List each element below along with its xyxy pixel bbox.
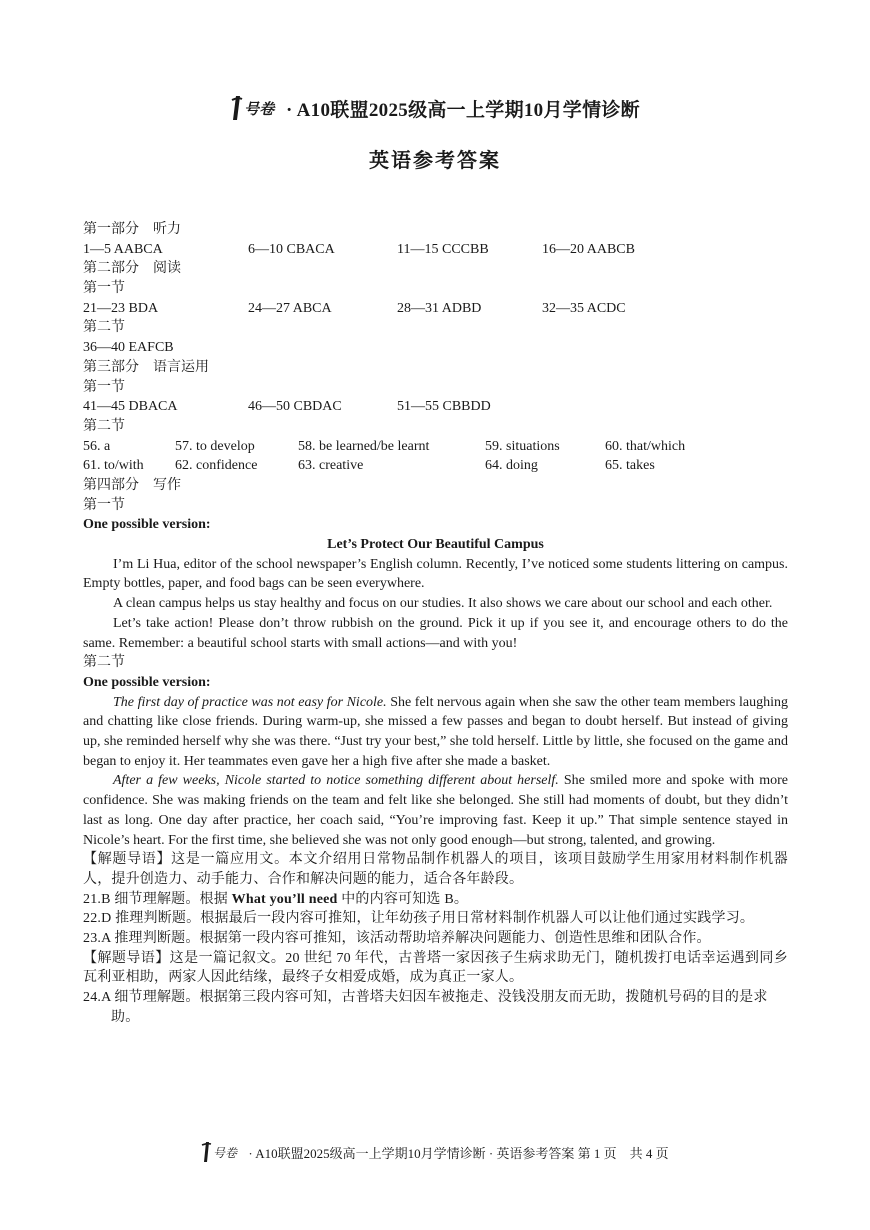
answer-item: 58. be learned/be learnt [298, 438, 430, 454]
answer-item: 56. a [83, 438, 111, 454]
answer-group: 32—35 ACDC [542, 300, 626, 316]
explanation-24: 24.A 细节理解题。根据第三段内容可知，古普塔夫妇因车被拖走、没钱没朋友而无助，拨随机号码的目的是求助。 [83, 990, 768, 1025]
part3-section2-row1 [83, 437, 788, 457]
explanation-22: 22.D 推理判断题。根据最后一段内容可推知，让年幼孩子用日常材料制作机器人可以让他们通过实践学习。 [83, 911, 755, 927]
part2-section2-label: 第二节 [83, 320, 125, 336]
answer-group: 6—10 CBACA [248, 241, 335, 257]
answer-group: 51—55 CBBDD [397, 399, 491, 415]
brand-logo-icon [201, 1141, 245, 1167]
part3-heading: 第三部分 语言运用 [83, 359, 209, 375]
passage-guide: 【解题导语】这是一篇应用文。本文介绍用日常物品制作机器人的项目，该项目鼓励学生用家用材料制作机器人，提升创造力、动手能力、合作和解决问题的能力，适合各年龄段。 [83, 852, 788, 887]
answer-item: 61. to/with [83, 458, 144, 474]
essay-title: Let’s Protect Our Beautiful Campus [327, 537, 544, 552]
story-lead-sentence: After a few weeks, Nicole started to notice something different about herself. [113, 773, 559, 789]
part4-section1-label: 第一节 [83, 497, 125, 513]
explanation-21 [83, 890, 788, 910]
svg-text:号卷: 号卷 [213, 1146, 238, 1160]
part3-section1-answers [83, 397, 788, 417]
answer-item: 60. that/which [605, 438, 686, 454]
explanation-text: 中的内容可知选 B。 [337, 891, 469, 907]
story-body: She felt nervous again when she saw the other team members laughing and chatting like close friends. During warm-up, she missed a few passes and began to doubt herself. But instead of giving up, she reminded herself why she was there. “Just try your best,” she told herself. Little by little, she focused on the game and began to enjoy it. Her teammates even gave her a high five after she made a basket. [83, 694, 788, 769]
answer-group: 11—15 CCCBB [397, 241, 489, 257]
explanation-text: 21.B 细节理解题。根据 [83, 891, 232, 907]
story-body: She smiled more and spoke with more confidence. She was making friends on the team and felt like she belonged. She still had moments of doubt, but they didn’t last as long. One day after practice, her coach said, “You’re improving fast. Keep it up.” That simple sentence stayed in Nicole’s heart. For the first time, she believed she was not only good enough—but strong, talented, and growing. [83, 773, 788, 848]
answer-key-subtitle: 英语参考答案 [369, 150, 501, 172]
part3-section2-row2 [83, 456, 788, 476]
svg-text:号卷: 号卷 [244, 100, 275, 118]
answer-group: 46—50 CBDAC [248, 399, 342, 415]
story-lead-sentence: The first day of practice was not easy for Nicole. [113, 694, 387, 710]
answer-group: 21—23 BDA [83, 300, 159, 316]
version-label: One possible version: [83, 674, 211, 690]
exam-title: · A10联盟2025级高一上学期10月学情诊断 [286, 100, 640, 121]
version-label: One possible version: [83, 517, 211, 533]
explanation-keyword: What you’ll need [231, 891, 338, 907]
answer-content [83, 220, 788, 1028]
part3-section2-label: 第二节 [83, 418, 125, 434]
page-title [0, 94, 870, 128]
brand-logo-icon [230, 94, 282, 128]
page-footer [0, 1141, 870, 1167]
answer-group: 16—20 AABCB [542, 241, 635, 257]
explanation-23: 23.A 推理判断题。根据第一段内容可推知，该活动帮助培养解决问题能力、创造性思维和团队合作。 [83, 931, 711, 947]
answer-item: 65. takes [605, 458, 655, 474]
essay-paragraph: I’m Li Hua, editor of the school newspaper’s English column. Recently, I’ve noticed some students littering on campus. Empty bottles, paper, and food bags can be seen everywhere. [83, 556, 788, 592]
part1-answers [83, 240, 788, 260]
answer-group: 1—5 AABCA [83, 241, 163, 257]
passage-guide: 【解题导语】这是一篇记叙文。20 世纪 70 年代，古普塔一家因孩子生病求助无门，随机拨打电话幸运遇到同乡瓦利亚相助，两家人因此结缘，最终子女相爱成婚，成为真正一家人。 [83, 950, 788, 986]
answer-group: 28—31 ADBD [397, 300, 482, 316]
answer-item: 63. creative [298, 458, 364, 474]
essay-paragraph: A clean campus helps us stay healthy and focus on our studies. It also shows we care about our school and each other. [113, 596, 773, 612]
part3-section1-label: 第一节 [83, 379, 125, 395]
answer-item: 62. confidence [175, 458, 258, 474]
part1-heading: 第一部分 听力 [83, 222, 181, 237]
story-paragraph [83, 771, 788, 850]
part2-section1-label: 第一节 [83, 281, 125, 297]
part4-section2-label: 第二节 [83, 655, 125, 671]
answer-item: 64. doing [485, 458, 538, 474]
part4-heading: 第四部分 写作 [83, 477, 181, 493]
answer-group: 41—45 DBACA [83, 399, 178, 415]
part2-section2-answers [83, 338, 788, 358]
essay-paragraph: Let’s take action! Please don’t throw rubbish on the ground. Pick it up if you see it, and encourage others to do the same. Remember: a beautiful school starts with small actions—and with you! [83, 615, 788, 651]
part2-heading: 第二部分 阅读 [83, 261, 181, 277]
story-paragraph [83, 693, 788, 772]
footer-text: · A10联盟2025级高一上学期10月学情诊断 · 英语参考答案 第 1 页 共 4 页 [248, 1146, 669, 1161]
answer-item: 59. situations [485, 438, 560, 454]
answer-group: 24—27 ABCA [248, 300, 332, 316]
answer-item: 57. to develop [175, 438, 255, 454]
part2-section1-answers [83, 299, 788, 319]
answer-group: 36—40 EAFCB [83, 340, 174, 356]
